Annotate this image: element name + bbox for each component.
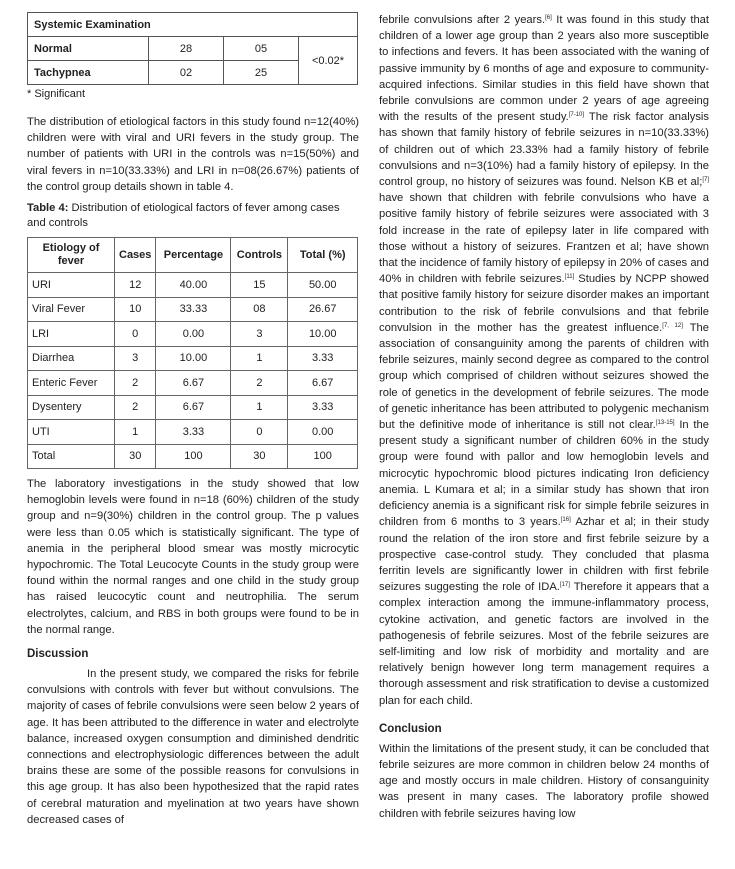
table-row (28, 322, 358, 347)
table4-caption-text: Distribution of etiological factors of fever among cases and controls (27, 202, 340, 230)
citation: [16] (560, 517, 571, 524)
table-row (28, 346, 358, 371)
table-cell: 3.33 (288, 346, 358, 371)
table-cell: 2 (115, 395, 156, 420)
table-cell: 0.00 (288, 420, 358, 445)
cases-value: 02 (149, 61, 224, 85)
table-cell: 1 (231, 395, 288, 420)
table-row (28, 37, 358, 61)
discussion-heading: Discussion (27, 648, 89, 661)
table-cell: 0 (231, 420, 288, 445)
table-cell: 6.67 (156, 395, 231, 420)
systemic-table-header: Systemic Examination (28, 13, 358, 37)
controls-value: 05 (224, 37, 299, 61)
table-cell: LRI (28, 322, 115, 347)
table-cell: 12 (115, 273, 156, 298)
column-header: Controls (231, 238, 288, 273)
table-cell: 6.67 (156, 371, 231, 396)
table-cell: 3.33 (156, 420, 231, 445)
table-cell: URI (28, 273, 115, 298)
table-header-row (28, 238, 358, 273)
table-cell: 10.00 (156, 346, 231, 371)
paragraph-discussion: In the present study, we compared the risks for febrile convulsions with controls with fever but without convulsions. The majority of cases of febrile convulsions were seen below 2 years of age. It has been attributed to the difference in water and electrolyte balance, increased oxygen consumption and diminished dendritic connections and electrophysiologic differences between the adult brains these are some of the possible reasons for convulsions in this age group. It has also been hypothesized that the rapid rates of cerebral maturation and myelination at two years have shown decreased cases of (27, 668, 359, 826)
table-row (28, 371, 358, 396)
table-cell: 40.00 (156, 273, 231, 298)
table-row (28, 395, 358, 420)
left-column (27, 12, 359, 828)
table-row (28, 297, 358, 322)
table-cell: 10 (115, 297, 156, 322)
systemic-examination-table (27, 12, 358, 85)
table-row (28, 420, 358, 445)
table-cell: 0 (115, 322, 156, 347)
table-row (28, 273, 358, 298)
table-row (28, 444, 358, 469)
significance-note: * Significant (27, 88, 86, 100)
column-header: Total (%) (288, 238, 358, 273)
table-cell: 26.67 (288, 297, 358, 322)
etiology-table (27, 237, 358, 469)
table-cell: Dysentery (28, 395, 115, 420)
table4-caption (27, 201, 359, 231)
table-cell: 33.33 (156, 297, 231, 322)
table-cell: 30 (231, 444, 288, 469)
table-cell: 15 (231, 273, 288, 298)
table-cell: 2 (115, 371, 156, 396)
citation: [17] (559, 582, 570, 589)
column-header: Cases (115, 238, 156, 273)
column-header: Percentage (156, 238, 231, 273)
citation: [7, 12] (662, 322, 683, 329)
conclusion-heading: Conclusion (379, 722, 442, 735)
right-column (379, 12, 709, 822)
table-cell: 50.00 (288, 273, 358, 298)
table-cell: 08 (231, 297, 288, 322)
table-cell: Diarrhea (28, 346, 115, 371)
citation: [11] (564, 274, 575, 281)
table-cell: UTI (28, 420, 115, 445)
paragraph-discussion-continued: febrile convulsions after 2 years.[6] It was found in this study that children of a lower age group than 2 years also more susceptible to infections and fevers. It has been associated with the waning of passive immunity by 6 months of age and exposure to community-acquired infections. Similar studies in this field have shown that febrile convulsions are common under 2 years of age agreeing with the results of the present study.[7-10] The risk factor analysis has shown that family history of febrile seizures in n=10(33.33%) of children out of which 23.33% had a family history of febrile convulsions and n=3(10%) had a family history of epilepsy. In the control group, no history of seizures was found. Nelson KB et al;[7] have shown that children with febrile convulsions who have a positive family history of febrile seizures were associated with 3 fold increase in the rate of epilepsy later in life compared with those without a history of seizures. Frantzen et al; have shown that the incidence of family history of epilepsy in 20% of cases and 40% in children with febrile seizures.[11] Studies by NCPP showed that positive family history for seizure disorder makes an important contribution to the risk of febrile convulsions and that febrile convulsion in the mother has the greatest influence.[7, 12] The association of consanguinity among the parents of children with febrile seizures, mainly second degree as compared to the control group which comprised of children without seizures showed the role of genetics in the development of febrile seizures. The mode of genetic inheritance has been attributed to polygenic mechanism but the definitive mode of inheritance is still not clear.[13-15] In the present study a significant number of children 60% in the study group were found with pallor and low hemoglobin levels and microcytic hypochromic blood pictures indicating Iron deficiency anemia. L Kumara et al; in a similar study has shown that iron deficiency anemia is a significant risk for simple febrile seizures in children from 6 months to 3 years.[16] Azhar et al; in their study round the relation of the iron store and first febrile seizure by a prospective case-control study. They concluded that plasma ferritin levels are significantly lower in children with first febrile seizures suggesting the role of IDA.[17] Therefore it appears that a complex interaction among the immune-inflammatory process, cytokine activation, and genetic factors are involved in the pathogenesis of febrile seizures. Most of the febrile seizures are self-limiting and low risk of morbidity and mortality and are relatively benign however long term management requires a thorough assessment and risk stratification to devise a customized plan for each child. (379, 14, 709, 707)
table-cell: 1 (231, 346, 288, 371)
citation: [6] (545, 15, 552, 21)
table-cell: 2 (231, 371, 288, 396)
citation: [13-15] (655, 420, 675, 427)
cases-value: 28 (149, 37, 224, 61)
p-value: <0.02* (299, 37, 358, 85)
column-header: Etiology of fever (28, 238, 115, 273)
table-cell: 6.67 (288, 371, 358, 396)
citation: [7] (702, 177, 709, 184)
table-cell: 100 (156, 444, 231, 469)
paragraph-etiology: The distribution of etiological factors in this study found n=12(40%) children were with viral and URI fevers in the study group. The number of patients with URI in the controls was n=15(50%) and viral fevers in n=10(33.33%) and LRI in n=08(26.67%) patients of the control group details shown in table 4. (27, 116, 359, 193)
row-label: Tachypnea (28, 61, 149, 85)
table-cell: 3 (231, 322, 288, 347)
table4-caption-label: Table 4: (27, 202, 69, 215)
table-cell: 10.00 (288, 322, 358, 347)
controls-value: 25 (224, 61, 299, 85)
table-cell: 3 (115, 346, 156, 371)
table-cell: 1 (115, 420, 156, 445)
paragraph-laboratory: The laboratory investigations in the study showed that low hemoglobin levels were found in n=18 (60%) children of the study group and n=9(30%) children in the control group. The p values were less than 0.05 which is statistically significant. The type of anemia in the peripheral blood smear was mostly microcytic hypochromic. The Total Leucocyte Counts in the study group were found within the normal ranges and one child in the study group has raised leucocytic count and neutrophilia. The serum electrolytes, calcium, and RBS in both groups were found to be in the normal range. (27, 478, 359, 636)
table-cell: Total (28, 444, 115, 469)
table-cell: 0.00 (156, 322, 231, 347)
table-cell: 3.33 (288, 395, 358, 420)
table-cell: Enteric Fever (28, 371, 115, 396)
table-cell: 100 (288, 444, 358, 469)
citation: [7-10] (568, 112, 585, 119)
paragraph-conclusion: Within the limitations of the present study, it can be concluded that febrile seizures are more common in children below 24 months of age and mostly occurs in male children. History of consanguinity was present in many cases. The laboratory profile showed children with febrile seizures having low (379, 742, 709, 820)
row-label: Normal (28, 37, 149, 61)
table-cell: 30 (115, 444, 156, 469)
table-cell: Viral Fever (28, 297, 115, 322)
